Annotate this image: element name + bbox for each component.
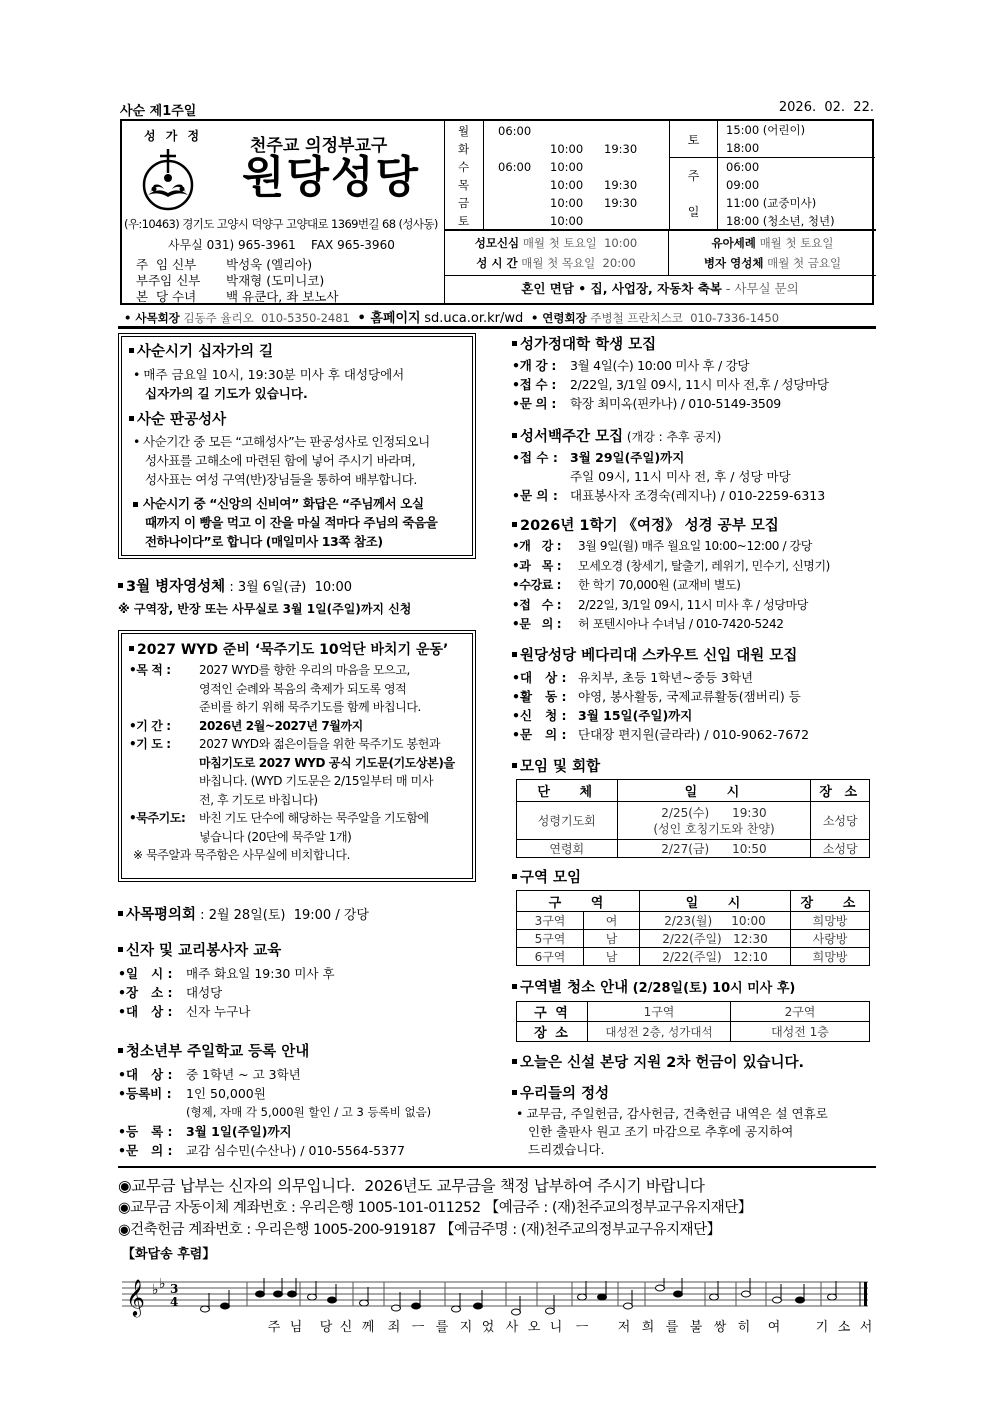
list-item: (형제, 자매 각 5,000원 할인 / 고 3 등록비 없음) [186,1105,432,1119]
lyric-syllable: 를 [435,1320,449,1335]
sunday-block [670,158,875,229]
clergy-row: 본 당 수녀 백 유쿤다, 좌 보노사 [136,289,339,304]
holy-family-logo-icon [138,147,198,211]
district-section [512,866,880,966]
mass-time: 10:00 [550,160,584,174]
wyd-box [118,630,476,882]
lyric-syllable: 죄 [387,1320,401,1335]
collection-notice [512,1051,880,1072]
lyric-syllable: 께 [361,1320,375,1335]
meetings-section [512,755,880,858]
table-header-row: 구 역 일 시 장 소 [517,891,870,912]
devotions-left: 성모신심 매월 첫 토요일 10:00 성 시 간 매월 첫 목요일 20:00 [444,231,669,275]
clergy-row: 주 임 신부 박성욱 (엘리아) [136,257,313,272]
saturday-label: 토 [670,121,718,157]
meetings-table [516,779,870,858]
lent-notice-box [118,333,476,559]
section-title: 2027 WYD 준비 ‘묵주기도 10억단 바치기 운동’ [129,639,465,659]
table-row: 구 역 1구역 2구역 [517,1002,870,1022]
lyric-syllable: 불 [689,1320,703,1335]
note-mark [474,1303,483,1309]
note-mark [512,1309,521,1315]
mass-schedule [444,121,876,231]
list-item: •과 목 : 모세오경 (창세기, 탈출기, 레위기, 민수기, 신명기) [512,558,830,573]
church-address: (우:10463) 경기도 고양시 덕양구 고양대로 1369번길 68 (성사동) [124,217,438,231]
day-label: 월 [457,124,470,138]
list-item: •등록비 : 1인 50,000원 [118,1086,266,1101]
note-mark [288,1291,297,1297]
lyric-syllable: 신 [339,1320,353,1335]
note-mark [578,1294,587,1300]
list-item: •문 의 : 단대장 편지원(글라라) / 010-9062-7672 [512,727,810,742]
section-title: 사목평의회 : 2월 28일(토) 19:00 / 강당 [118,903,478,924]
note-mark [674,1291,683,1297]
note-mark [710,1294,719,1300]
note-mark [742,1291,751,1297]
bible-study-section [512,514,880,635]
wyd-details: •목 적 : 2027 WYD를 향한 우리의 마음을 모으고, 영적인 순례와 복음의 축제가 되도록 영적 준비를 하기 위해 묵주기도를 함께 바칩니다. •기 간 : 2026년 2월~2027년 7월까지 •기 도 : 2027 WYD와 젊은이들을 위한 묵주기도 봉헌과 마침기도로 2027 WYD 공식 기도문(기도상본)을 바칩니다. (WYD 기도문은 2/15일부터 매 미사 전, 후 기도로 바칩니다) •묵주기도: 바친 기도 단수에 해당하는 묵주알을 기도함에 넣습니다 (20단에 묵주알 1개) ※ 묵주알과 묵주함은 사무실에 비치합니다. [129,663,455,862]
mass-time: 06:00 [498,160,532,174]
list-item: •대 상 : 유치부, 초등 1학년~중등 3학년 [512,670,754,685]
cleaning-table [516,1001,870,1042]
sunday-times: 06:00 09:00 11:00 (교중미사) 18:00 (청소년, 청년) [726,160,835,228]
note-mark [656,1285,665,1291]
section-title: 사순 판공성사 [129,408,465,429]
section-title: 우리들의 정성 [512,1082,880,1103]
note-mark [256,1291,265,1297]
sick-communion-note: ※ 구역장, 반장 또는 사무실로 3월 1일(주일)까지 신청 [118,602,412,616]
list-item: •문 의 : 허 포텐시아나 수녀님 / 010-7420-5242 [512,617,784,631]
mystery-of-faith-note: 사순시기 중 “신앙의 신비여” 화답은 “주님께서 오실 때까지 이 빵을 먹고 이 잔을 마실 적마다 주님의 죽음을 전하나이다”로 합니다 (매일미사 13쪽 참조) [129,494,465,551]
lyric-syllable: 었 [481,1320,495,1335]
lyric-syllable: 주 [267,1320,281,1335]
list-item: •접 수 : 3월 29일(주일)까지 [512,450,685,465]
church-info [122,121,445,303]
divider [118,326,876,329]
header-box [120,119,874,305]
cleaning-section [512,976,880,1042]
lyric-syllable: 사 [505,1320,519,1335]
section-title: 오늘은 신설 본당 지원 2차 헌금이 있습니다. [512,1051,880,1072]
bible-week-section [512,425,880,505]
flat-icon: ♭ [159,1278,166,1292]
notes [201,1278,837,1315]
bulletin-header [120,100,876,118]
table-row: 장 소 대성전 2층, 성가대석 대성전 1층 [517,1022,870,1042]
clergy-list [136,257,339,305]
section-title: 성가정대학 학생 모집 [512,333,880,354]
note-mark [773,1297,782,1303]
table-row: 연령회 2/27(금) 10:50 소성당 [517,840,870,858]
section-title: 청소년부 주일학교 등록 안내 [118,1040,478,1061]
note-mark [360,1300,369,1306]
list-item: •활 동 : 야영, 봉사활동, 국제교류활동(잼버리) 등 [512,689,801,704]
note-mark [221,1303,230,1309]
section-title: 원당성당 베다리대 스카우트 신입 대원 모집 [512,644,880,665]
section-title: 성서백주간 모집 (개강 : 추후 공지) [512,425,880,446]
section-title: 2026년 1학기 《여정》 성경 공부 모집 [512,514,880,535]
list-item: •등 록 : 3월 1일(주일)까지 [118,1124,292,1139]
lyric-syllable: 서 [859,1320,873,1335]
note-mark [412,1303,421,1309]
table-row: 6구역 남 2/22(주일) 12:10 희망방 [517,948,870,966]
section-title: 신자 및 교리봉사자 교육 [118,939,478,960]
time-signature: 3 [170,1282,179,1296]
day-label: 금 [457,196,470,210]
list-item: •개 강 : 3월 4일(수) 10:00 미사 후 / 강당 [512,358,750,373]
list-item: •접 수 : 2/22일, 3/1일 09시, 11시 미사 전,후 / 성당마당 [512,377,829,392]
lyric-syllable: 오 [527,1320,541,1335]
lyric-syllable: ㅡ [411,1320,425,1335]
section-title: 3월 병자영성체 : 3월 6일(금) 10:00 [118,575,478,596]
clergy-row: 부주임 신부 박재형 (도미니코) [136,273,325,288]
bulletin-date: 2026. 02. 22. [778,100,874,115]
sunday-label: 주 일 [670,158,718,229]
table-row: 5구역 남 2/22(주일) 12:30 사랑방 [517,930,870,948]
note-mark [274,1291,283,1297]
sacraments-schedule [444,231,876,303]
lyric-syllable: 기 [815,1320,829,1335]
mass-time: 19:30 [604,178,638,192]
list-item: •접 수 : 2/22일, 3/1일 09시, 11시 미사 후 / 성당마당 [512,597,808,612]
section-title: 구역별 청소 안내 (2/28일(토) 10시 미사 후) [512,976,880,997]
mass-time: 19:30 [604,142,638,156]
list-item: •대 상 : 신자 누구나 [118,1004,251,1019]
list-item: •대 상 : 중 1학년 ~ 고 3학년 [118,1067,301,1082]
table-row: 3구역 여 2/23(월) 10:00 희망방 [517,912,870,930]
mass-time: 10:00 [550,196,584,210]
mass-time: 10:00 [550,214,584,228]
flat-icon: ♭ [152,1282,159,1298]
time-signature: 4 [170,1295,179,1309]
lyric-syllable: 저 [617,1320,631,1335]
lyric-syllable: 지 [459,1320,473,1335]
list-item: •장 소 : 대성당 [118,985,223,1000]
saturday-block [670,121,875,158]
note-mark [546,1308,555,1314]
mass-time: 19:30 [604,196,638,210]
section-title: 사순시기 십자가의 길 [129,340,465,361]
payment-info: ◉교무금 납부는 신자의 의무입니다. 2026년도 교무금을 책정 납부하여 주시기 바랍니다 ◉교무금 자동이체 계좌번호 : 우리은행 1005-101-011252 【예금주 : (재)천주교의정부교구유지재단】 ◉건축헌금 계좌번호 : 우리은행 1005-200-919187 【예금주명 : (재)천주교의정부교구유지재단】 [118,1177,752,1238]
education-section [118,939,478,1021]
devotions-right: 유아세례 매월 첫 토요일 병자 영성체 매월 첫 금요일 [703,236,842,270]
note-mark [796,1297,805,1303]
mass-time: 06:00 [498,124,532,138]
day-label: 토 [457,214,470,228]
scouts-section [512,644,880,744]
parish-name: 원당성당 [242,152,421,203]
lyric-syllable: ㅡ [575,1320,589,1335]
university-section [512,333,880,413]
offerings-section: 우리들의 정성 • 교무금, 주일헌금, 감사헌금, 건축헌금 내역은 설 연휴로 인한 출판사 원고 조기 마감으로 추후에 공지하여 드리겠습니다. [512,1082,880,1159]
district-table [516,890,870,966]
lyric-syllable: 여 [767,1320,781,1335]
mass-time: 10:00 [550,178,584,192]
sick-communion-section [118,575,478,619]
blessing-notice: 혼인 면담 • 집, 사업장, 자동차 축복 - 사무실 문의 [444,275,876,303]
section-title: 구역 모임 [512,866,880,887]
list-item: •일 시 : 매주 화요일 19:30 미사 후 [118,966,335,981]
psalm-refrain-label: 【화답송 후렴】 [122,1247,216,1262]
note-mark [201,1306,210,1312]
divider [118,1166,876,1168]
list-item: •개 강 : 3월 9일(월) 매주 월요일 10:00~12:00 / 강당 [512,539,812,553]
council-section [118,903,478,924]
contact-row: • 사목회장 김동주 율리오 010-5350-2481 • 홈페이지 sd.uca.or.kr/wd • 연령회장 주병철 프란치스코 010-7336-1450 [124,311,780,326]
list-item: •문 의 : 대표봉사자 조경숙(레지나) / 010-2259-6313 [512,488,826,503]
lyric-syllable: 희 [641,1320,655,1335]
lyric-syllable: 히 [737,1320,751,1335]
lyric-syllable: 님 [289,1320,303,1335]
note-mark [308,1294,317,1300]
mass-time: 10:00 [550,142,584,156]
confession-text: • 사순기간 중 모든 “고해성사”는 판공성사로 인정되오니 성사표를 고해소에 마련된 함에 넣어 주시기 바라며, 성사표는 여성 구역(반)장님들을 통하여 배부합니다. [129,432,465,489]
section-title: 모임 및 회합 [512,755,880,776]
treble-clef-icon: 𝄞 [126,1278,145,1316]
note-mark [598,1294,607,1300]
list-item: •신 청 : 3월 15일(주일)까지 [512,708,693,723]
lyric-syllable: 당 [319,1320,333,1335]
stations-text: 십자가의 길 기도가 있습니다. [145,386,308,401]
stations-text: • 매주 금요일 10시, 19:30분 미사 후 대성당에서 [129,365,465,384]
note-mark [828,1294,837,1300]
weekday-times [484,121,669,230]
note-mark [328,1297,337,1303]
list-item: •문 의 : 교감 심수민(수산나) / 010-5564-5377 [118,1143,405,1158]
lyric-syllable: 를 [665,1320,679,1335]
logo-label: 성 가 정 [144,129,203,143]
sunday-school-section [118,1040,478,1160]
note-mark [452,1306,461,1312]
church-phone: 사무실 031) 965-3961 FAX 965-3960 [168,238,395,252]
homepage-link[interactable]: sd.uca.or.kr/wd [424,311,524,326]
weekend-schedule [669,121,876,229]
list-item: •수강료 : 한 학기 70,000원 (교재비 별도) [512,578,741,592]
weekday-labels [444,121,484,229]
table-row: 성령기도회 2/25(수) 19:30 (성인 호칭기도와 찬양) 소성당 [517,802,870,840]
list-item: •문 의 : 학장 최미옥(핀카나) / 010-5149-3509 [512,396,781,411]
lyric-syllable: 소 [837,1320,851,1335]
lyric-syllable: 니 [549,1320,563,1335]
day-label: 목 [457,178,470,192]
day-label: 화 [457,142,470,156]
list-item: 주일 09시, 11시 미사 전, 후 / 성당 마당 [570,469,791,484]
note-mark [624,1303,633,1309]
liturgical-week: 사순 제1주일 [120,104,197,119]
diocese-name: 천주교 의정부교구 [250,136,388,156]
day-label: 수 [457,160,470,174]
saturday-times: 15:00 (어린이) 18:00 [726,123,806,155]
note-mark [392,1305,401,1311]
table-header-row: 단 체 일 시 장 소 [517,780,870,802]
lyric-syllable: 쌍 [713,1320,727,1335]
